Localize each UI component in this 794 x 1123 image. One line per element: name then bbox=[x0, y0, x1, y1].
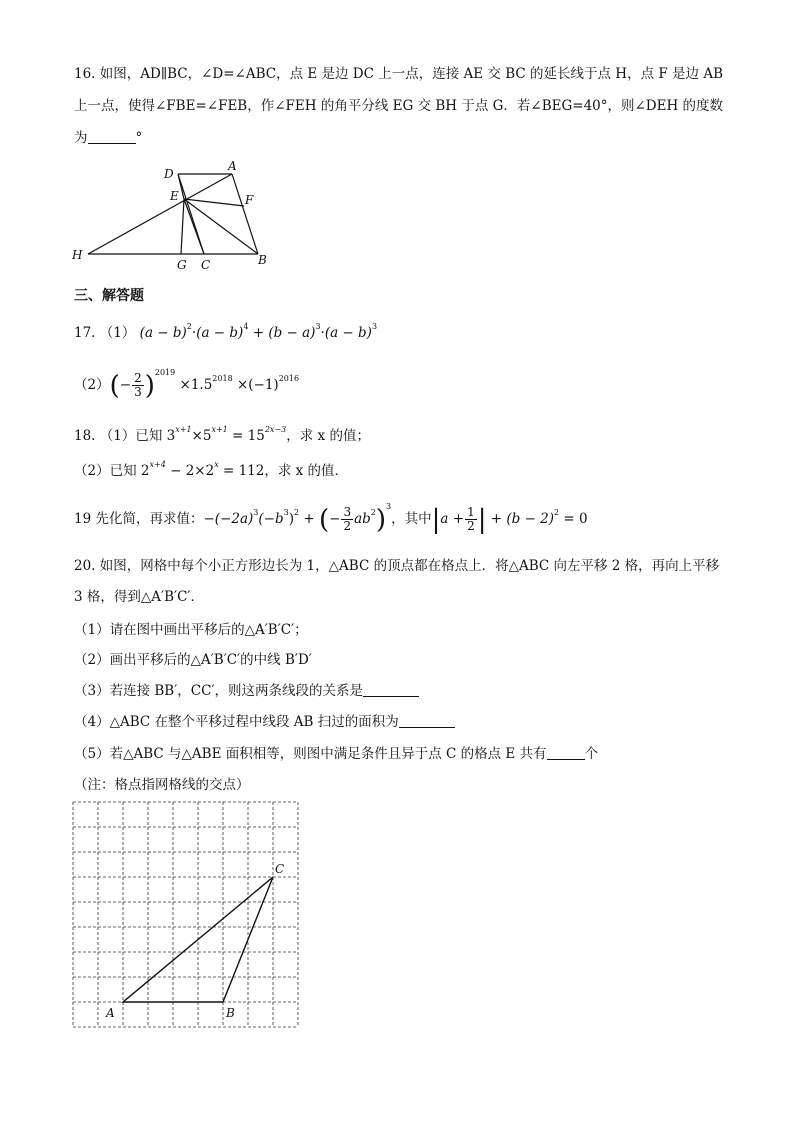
q19-fraction bbox=[341, 506, 353, 533]
q17-p1-plus: + bbox=[248, 325, 269, 341]
grid-label-B: B bbox=[226, 1006, 235, 1020]
q16-segment-AH bbox=[88, 174, 232, 254]
q19-cond-b: + (b − 2) bbox=[486, 511, 555, 527]
q19-exp-5: 3 bbox=[386, 502, 392, 511]
q19-term-b: (−b bbox=[258, 511, 284, 527]
q17-p2-times-2: × bbox=[232, 377, 249, 393]
q20-line-2: 3 格，得到△A′B′C′． bbox=[74, 589, 204, 605]
q20-sub-5-blank bbox=[547, 745, 585, 760]
q18-p1-exp-1: x+1 bbox=[175, 425, 192, 434]
q16-label-B: B bbox=[258, 253, 267, 267]
q17-part-1-label: （1） bbox=[99, 325, 136, 341]
q20-sub-1: （1）请在图中画出平移后的△A′B′C′； bbox=[74, 622, 308, 638]
q20-sub-5-text: （5）若△ABC 与△ABE 面积相等，则图中满足条件且异于点 C 的格点 E 共有 bbox=[74, 746, 547, 762]
q17-p1-exp-4: 3 bbox=[371, 322, 378, 331]
q19-line bbox=[74, 504, 588, 535]
q19-cond-fraction bbox=[465, 506, 477, 533]
q20-grid-figure bbox=[60, 796, 320, 1036]
q18-p1-mid-2: = 15 bbox=[227, 428, 265, 444]
q19-exp-3: 2 bbox=[293, 508, 300, 517]
q19-cond-denominator: 2 bbox=[467, 519, 475, 533]
q20-line-1: 20. 如图，网格中每个小正方形边长为 1，△ABC 的顶点都在格点上．将△ABC 向左平移 2 格，再向上平移 bbox=[74, 558, 720, 574]
q16-label-G: G bbox=[177, 258, 187, 270]
q19-plus: + bbox=[299, 511, 319, 527]
q18-p1-exp-2: x+1 bbox=[211, 425, 228, 434]
q16-segment-AB bbox=[232, 174, 258, 254]
q18-p1-exp-3: 2x−3 bbox=[264, 425, 287, 434]
q18-p2-mid-1: − 2×2 bbox=[165, 463, 215, 479]
q20-sub-3-blank bbox=[363, 682, 419, 697]
q17-p1-term-4: (a − b) bbox=[324, 325, 372, 341]
q19-numerator: 3 bbox=[343, 505, 352, 519]
q17-p1-term-2: (a − b) bbox=[196, 325, 244, 341]
q19-abs-left: | bbox=[431, 505, 441, 535]
q19-term-c: ) bbox=[288, 511, 294, 527]
q19-prefix: 19 先化简，再求值： bbox=[74, 511, 204, 527]
q17-p2-times-1: ×1.5 bbox=[175, 377, 213, 393]
q17-p2-exp-3: 2016 bbox=[278, 374, 300, 383]
grid-lines bbox=[73, 802, 298, 1027]
q16-label-A: A bbox=[228, 159, 237, 173]
q16-label-E: E bbox=[170, 189, 179, 203]
q20-sub-2: （2）画出平移后的△A′B′C′的中线 B′D′ bbox=[74, 652, 312, 668]
q17-p1-exp-2: 4 bbox=[243, 322, 249, 331]
section-heading: 三、解答题 bbox=[74, 288, 144, 304]
q16-line-1: 16. 如图，AD∥BC，∠D=∠ABC，点 E 是边 DC 上一点，连接 AE 交 BC 的延长线于点 H，点 F 是边 AB bbox=[74, 66, 723, 82]
q19-close-paren: ) bbox=[375, 505, 387, 535]
q17-p1-dot-2: · bbox=[320, 325, 325, 341]
q17-part-1 bbox=[74, 323, 377, 343]
q17-p2-numerator: 2 bbox=[134, 371, 142, 385]
q19-exp-1: 3 bbox=[253, 508, 259, 517]
q16-label-H: H bbox=[72, 248, 83, 262]
q19-cond-a: a + bbox=[440, 511, 465, 527]
q18-p2-suffix: = 112，求 x 的值． bbox=[218, 463, 349, 479]
q19-cond-exp: 2 bbox=[554, 508, 560, 517]
q17-p1-exp-3: 3 bbox=[315, 322, 321, 331]
q16-figure bbox=[64, 158, 284, 270]
q16-degree-sign: ° bbox=[135, 130, 143, 146]
q19-denominator: 2 bbox=[343, 519, 352, 533]
q19-cond-numerator: 1 bbox=[467, 505, 475, 519]
q18-part-2 bbox=[74, 461, 348, 481]
q17-p2-denominator: 3 bbox=[134, 385, 142, 399]
q20-sub-3 bbox=[74, 681, 419, 701]
q16-line-3-prefix: 为 bbox=[74, 130, 88, 146]
q17-p2-close-paren: ) bbox=[144, 371, 155, 401]
grid-label-A: A bbox=[106, 1006, 115, 1020]
q19-neg: − bbox=[329, 511, 341, 527]
q20-sub-3-text: （3）若连接 BB′，CC′，则这两条线段的关系是 bbox=[74, 683, 364, 699]
q20-note: （注：格点指网格线的交点） bbox=[74, 777, 250, 793]
q18-p2-prefix: （2）已知 2 bbox=[74, 463, 150, 479]
q18-p1-mid-1: ×5 bbox=[191, 428, 212, 444]
q16-label-C: C bbox=[201, 258, 211, 270]
q20-sub-4-blank bbox=[399, 713, 455, 728]
q17-part-2 bbox=[74, 370, 299, 401]
q16-line-3 bbox=[74, 128, 142, 148]
q17-p2-term-3: (−1) bbox=[248, 377, 279, 393]
q20-sub-4-text: （4）△ABC 在整个平移过程中线段 AB 扫过的面积为 bbox=[74, 714, 399, 730]
q19-exp-2: 3 bbox=[283, 508, 289, 517]
q17-number: 17. bbox=[74, 325, 96, 341]
q17-p2-exp-2: 2018 bbox=[212, 374, 233, 383]
q19-abs-right: | bbox=[477, 505, 487, 535]
q16-label-F: F bbox=[245, 193, 254, 207]
q17-p1-term-3: (b − a) bbox=[268, 325, 316, 341]
grid-label-C: C bbox=[275, 862, 285, 876]
q17-p2-open-paren: ( bbox=[109, 371, 120, 401]
q19-mid-text: ，其中 bbox=[391, 511, 432, 527]
q18-p1-suffix: ，求 x 的值； bbox=[286, 428, 370, 444]
q17-p2-fraction bbox=[132, 372, 144, 399]
q19-exp-4: 2 bbox=[370, 508, 376, 517]
q17-p1-dot-1: · bbox=[191, 325, 197, 341]
q20-sub-5 bbox=[74, 744, 598, 764]
q17-part-2-label: （2） bbox=[74, 377, 110, 393]
q19-term-d: ab bbox=[354, 511, 371, 527]
q17-p1-term-1: (a − b) bbox=[139, 325, 187, 341]
q19-cond-c: = 0 bbox=[559, 511, 588, 527]
q20-sub-4 bbox=[74, 712, 455, 732]
q17-p2-neg: − bbox=[119, 377, 132, 393]
q20-sub-5-suffix: 个 bbox=[584, 746, 599, 762]
q18-p2-exp-1: x+4 bbox=[149, 460, 166, 469]
q16-label-D: D bbox=[164, 167, 174, 181]
q18-part-1 bbox=[74, 426, 370, 446]
q18-p1-prefix: 18. （1）已知 3 bbox=[74, 428, 176, 444]
q17-p2-exp-1: 2019 bbox=[154, 368, 176, 377]
q19-term-a: −(−2a) bbox=[203, 511, 254, 527]
q16-answer-blank bbox=[88, 129, 136, 144]
q18-p2-exp-2: x bbox=[214, 460, 219, 469]
q17-p1-exp-1: 2 bbox=[186, 322, 192, 331]
q19-open-paren: ( bbox=[318, 505, 330, 535]
q16-segment-EG bbox=[181, 199, 184, 254]
q16-line-2: 上一点，使得∠FBE=∠FEB，作∠FEH 的角平分线 EG 交 BH 于点 G．若∠BEG=40°，则∠DEH 的度数 bbox=[74, 98, 724, 114]
